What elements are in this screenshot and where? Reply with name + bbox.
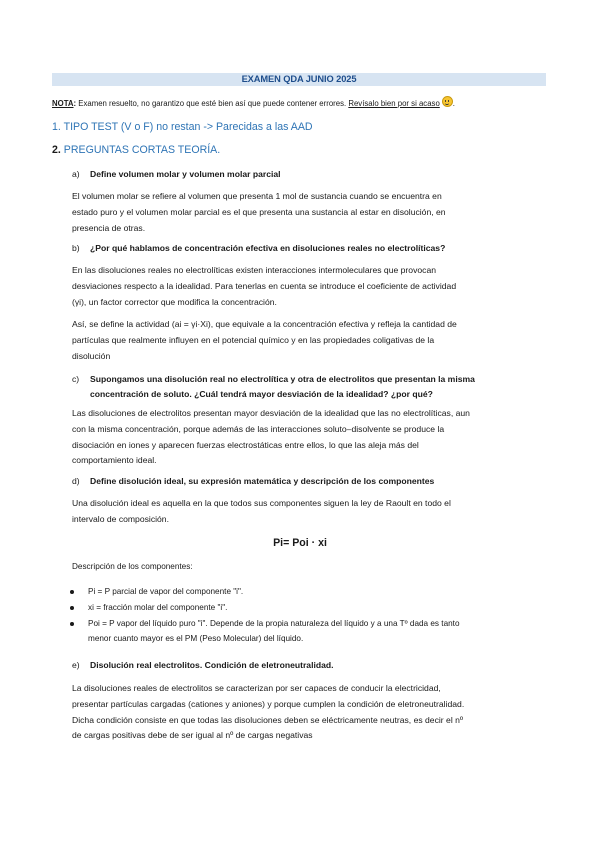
note-end: . xyxy=(452,99,455,108)
answer-c-line: Las disoluciones de electrolitos presentan mayor desviación de la idealidad que las no electrolíticas, aun xyxy=(72,408,470,418)
answer-c-line: comportamiento ideal. xyxy=(72,455,157,466)
components-intro: Descripción de los componentes: xyxy=(72,562,193,571)
answer-b-p1 xyxy=(72,263,546,310)
question-c-heading xyxy=(72,372,475,402)
answer-c-line: con la misma concentración, porque además de las interacciones soluto–disolvente se produce la xyxy=(72,423,445,434)
question-a-title: Define volumen molar y volumen molar parcial xyxy=(90,169,281,179)
answer-b-line: Así, se define la actividad (ai = γi·Xi), que equivale a la concentración efectiva y refleja la cantidad de xyxy=(72,319,457,329)
answer-b-line: En las disoluciones reales no electrolíticas existen interacciones intermoleculares que provocan xyxy=(72,265,436,275)
answer-a-line: presencia de otras. xyxy=(72,222,146,233)
answer-e-line: presentar partículas cargadas (cationes y aniones) y porque cumplen la condición de eletroneutralidad. xyxy=(72,698,465,709)
component-text: xi = fracción molar del componente "i". xyxy=(88,602,228,612)
answer-d-line: Una disolución ideal es aquella en la que todos sus componentes siguen la ley de Raoult en todo el xyxy=(72,498,451,508)
note-colon: : xyxy=(73,99,77,108)
answer-a-line: El volumen molar se refiere al volumen que presenta 1 mol de sustancia cuando se encuentra en xyxy=(72,191,442,201)
question-c-title-line: Supongamos una disolución real no electrolítica y otra de electrolitos que presentan la misma xyxy=(90,374,475,384)
question-d-label: d) xyxy=(72,476,80,486)
bullet-icon xyxy=(70,622,74,626)
list-item xyxy=(70,600,548,616)
question-e-title: Disolución real electrolitos. Condición de eletroneutralidad. xyxy=(90,660,334,670)
bullet-icon xyxy=(70,606,74,610)
section-2-title: PREGUNTAS CORTAS TEORÍA. xyxy=(63,144,221,156)
exam-title: EXAMEN QDA JUNIO 2025 xyxy=(52,73,546,86)
question-b-title: ¿Por qué hablamos de concentración efectiva en disoluciones reales no electrolíticas? xyxy=(90,243,446,253)
list-item xyxy=(70,584,548,600)
section-1-title: TIPO TEST (V o F) no restan -> Parecidas a las AAD xyxy=(63,121,313,133)
answer-e-line: de cargas positivas debe de ser igual al nº de cargas negativas xyxy=(72,730,313,741)
question-c-title-line: concentración de soluto. ¿Cuál tendrá mayor desviación de la idealidad? ¿por qué? xyxy=(90,389,433,399)
answer-b-line: disolución xyxy=(72,350,111,361)
raoult-formula: Pi= Poi · xi xyxy=(273,537,327,549)
answer-a-line: estado puro y el volumen molar parcial es el que presenta una sustancia al estar en disolución, en xyxy=(72,206,446,217)
smiley-icon xyxy=(442,96,453,107)
section-1-heading xyxy=(52,121,313,133)
question-d-title: Define disolución ideal, su expresión matemática y descripción de los componentes xyxy=(90,476,435,486)
component-text: Pi = P parcial de vapor del componente "i". xyxy=(88,587,244,596)
question-b-heading xyxy=(72,243,445,253)
question-e-heading xyxy=(72,660,334,670)
answer-e xyxy=(72,681,546,744)
question-e-label: e) xyxy=(72,660,80,670)
question-d-heading xyxy=(72,476,434,486)
question-b-label: b) xyxy=(72,243,80,253)
components-list xyxy=(70,584,548,647)
answer-c-line: disociación en iones y aparecen fuerzas electrostáticas entre ellos, lo que las aleja más del xyxy=(72,439,419,450)
answer-b-line: (γi), un factor corrector que modifica la concentración. xyxy=(72,296,277,307)
note-line xyxy=(52,96,552,108)
question-a-label: a) xyxy=(72,169,80,179)
question-c-label: c) xyxy=(72,374,80,384)
answer-e-line: La disoluciones reales de electrolitos se caracterizan por ser capaces de conducir la electricidad, xyxy=(72,683,441,693)
note-text: Examen resuelto, no garantizo que esté bien así que puede contener errores. xyxy=(76,99,349,108)
section-2-number: 2. xyxy=(52,144,61,156)
component-text: Poi = P vapor del líquido puro "i". Depende de la propia naturaleza del líquido y a una Tº dada es tanto xyxy=(88,618,460,628)
section-2-heading xyxy=(52,144,220,156)
answer-b-p2 xyxy=(72,317,546,364)
answer-e-line: Dicha condición consiste en que todas las disoluciones deben se eléctricamente neutras, es decir el nº xyxy=(72,714,464,725)
list-item xyxy=(70,616,548,632)
question-a-heading xyxy=(72,169,281,179)
section-1-number: 1. xyxy=(52,121,61,133)
answer-d xyxy=(72,496,546,528)
list-item-continuation: menor cuanto mayor es el PM (Peso Molecular) del líquido. xyxy=(88,634,304,644)
answer-d-line: intervalo de composición. xyxy=(72,513,169,524)
answer-b-line: partículas que realmente influyen en el potencial químico y en las propiedades coligativas de la xyxy=(72,334,435,345)
note-label: NOTA xyxy=(52,99,74,108)
answer-a xyxy=(72,189,546,236)
bullet-icon xyxy=(70,590,74,594)
note-emphasis: Revísalo bien por si acaso xyxy=(348,99,440,108)
answer-c xyxy=(72,406,546,469)
answer-b-line: desviaciones respecto a la idealidad. Para tenerlas en cuenta se introduce el coeficiente de actividad xyxy=(72,280,457,291)
